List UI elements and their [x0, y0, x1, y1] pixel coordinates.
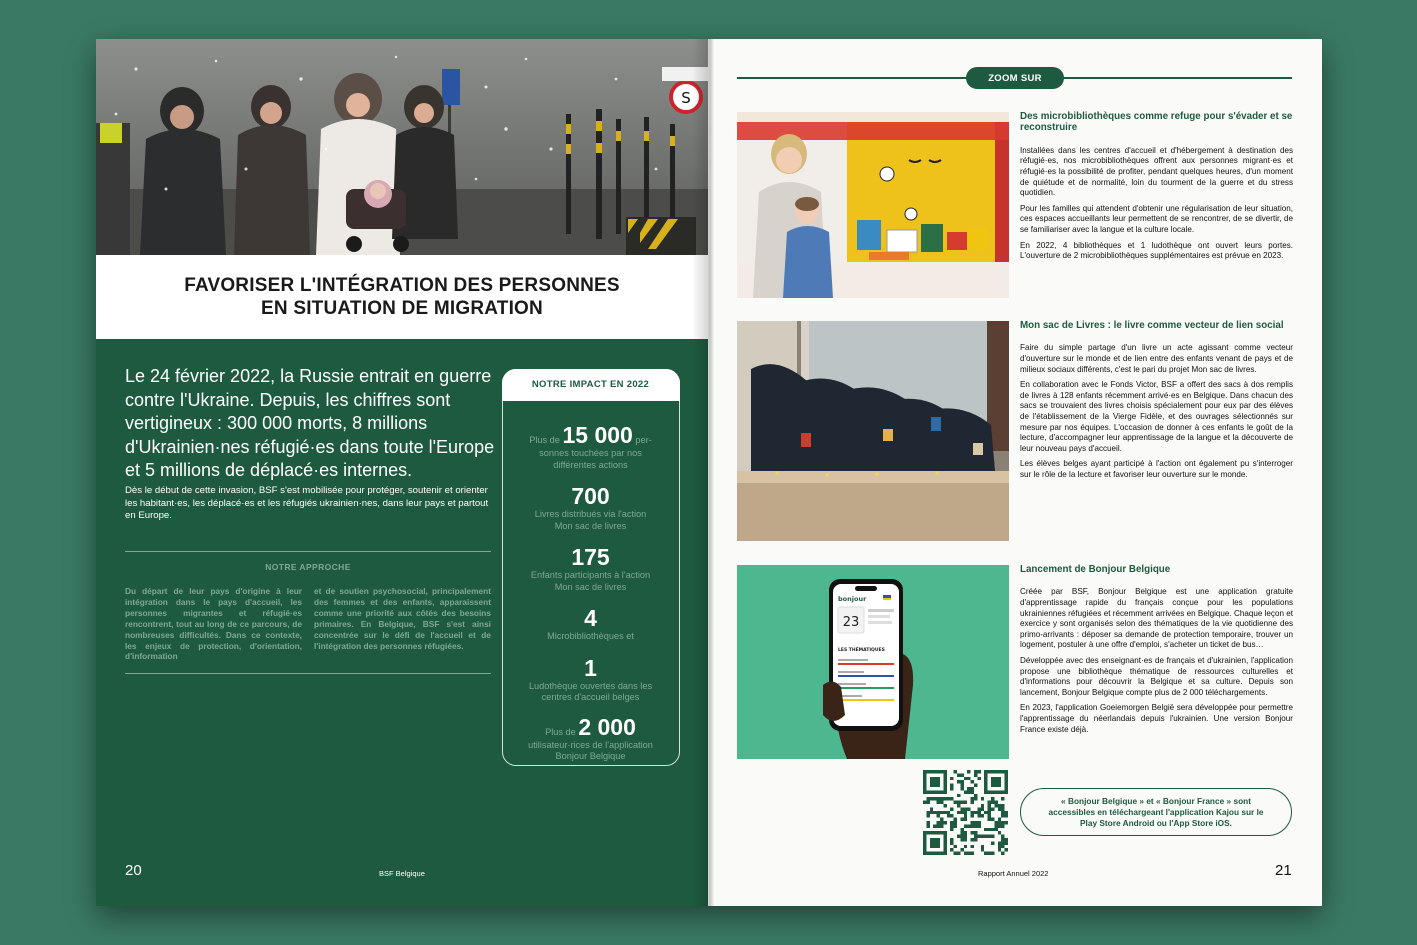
article-title: Lancement de Bonjour Belgique — [1020, 564, 1171, 575]
photo-microbibliotheque — [737, 112, 1009, 298]
report-spread — [96, 39, 1322, 906]
footer-left: BSF Belgique — [379, 869, 425, 878]
left-page — [96, 39, 708, 906]
stat-number: 2 000 — [578, 713, 636, 740]
stat-number: 700 — [571, 483, 610, 509]
photo-microbibliotheque-illustration — [737, 112, 1009, 298]
stat-label: sonnes touchées par nos différentes actions — [539, 448, 642, 470]
stat-number: 1 — [584, 654, 597, 681]
approach-column-1: Du départ de leur pays d'origine à leur intégration dans le pays d'accueil, les personnes migrantes et réfugié·es rencontrent, tout au long de ce parcours, de nombreuses difficultés. Dans ce contexte, les enjeux de protection, d'orientation, d'information — [125, 586, 302, 662]
impact-box — [502, 369, 680, 766]
stat-number: 175 — [571, 544, 610, 570]
article-paragraph: En 2022, 4 bibliothèques et 1 ludothèque ont ouvert leurs portes. L'ouverture de 2 microbibliothèques supplémentaires est prévue en 2023. — [1020, 240, 1293, 261]
impact-title: NOTRE IMPACT EN 2022 — [531, 379, 650, 390]
callout-text: « Bonjour Belgique » et « Bonjour France » sont accessibles en téléchargeant l'application Kajou sur le Play Store Android ou l'App Store iOS. — [1048, 795, 1264, 828]
phone-calendar-day: 23 — [842, 615, 860, 630]
hero-photo-illustration — [96, 39, 708, 255]
stat-label: Enfants participants à l'action Mon sac de livres — [530, 570, 651, 592]
article-title: Mon sac de Livres : le livre comme vecteur de lien social — [1020, 320, 1284, 331]
svg-text:S: S — [681, 89, 691, 107]
article-paragraph: Installées dans les centres d'accueil et d'hébergement à destination des réfugié·es, nos microbibliothèques offrent aux personnes migrant·es et réfugié·es la possibilité de profiter, pendant quelques heures, d'un moment de quiétude et de normalité, loin du tourment de la guerre et du stress quotidien. — [1020, 145, 1293, 198]
approach-top-rule — [125, 551, 491, 552]
kajou-qr-code[interactable] — [923, 770, 1008, 855]
article-paragraph: Pour les familles qui attendent d'obtenir une régularisation de leur situation, ces espaces accueillants leur permettent de se rencontrer, de se divertir, de se familiariser avec la langue et la culture locale. — [1020, 203, 1293, 234]
impact-stat — [503, 655, 678, 704]
impact-stat — [503, 422, 678, 471]
article-paragraph: En 2023, l'application Goeiemorgen België sera développée pour permettre l'apprentissage du néerlandais depuis l'ukrainien. Une version Bonjour France existe déjà. — [1020, 703, 1293, 734]
article-paragraph: En collaboration avec le Fonds Victor, BSF a offert des sacs à dos remplis de livres à 128 enfants récemment arrivé·es en Belgique. Dans chacun des sacs se trouvaient des livres choisis spécialement pour eux par des élèves de l'établissement de la Vierge Fidèle, et des ouvrages sélectionnés sur mesure par nos équipes. L'occasion de donner à ces enfants le goût de la lecture, d'accompagner leur apprentissage de la langue et la découverte de leur nouveau pays d'accueil. — [1020, 380, 1293, 453]
impact-stat — [503, 483, 678, 532]
impact-stats — [503, 422, 678, 763]
stat-number: 15 000 — [562, 422, 633, 448]
approach-title: NOTRE APPROCHE — [265, 562, 351, 572]
intro-lead: Le 24 février 2022, la Russie entrait en guerre contre l'Ukraine. Depuis, les chiffres sont vertigineux : 300 000 morts, 8 millions d'Ukrainien·nes réfugié·es dans toute l'Europe et 5 millions de déplacé·es internes. — [125, 366, 495, 480]
impact-header — [502, 369, 680, 401]
page-number-right: 21 — [1275, 862, 1292, 879]
zoom-sur-label: ZOOM SUR — [988, 72, 1042, 84]
phone-section-label: LES THÉMATIQUES — [838, 648, 885, 653]
kajou-callout — [1020, 788, 1292, 836]
stat-number: 4 — [584, 605, 597, 631]
article-paragraph: Les élèves belges ayant participé à l'action ont également pu s'interroger sur le rôle de la lecture et favoriser leur ouverture sur le monde. — [1020, 459, 1293, 479]
right-page — [708, 39, 1322, 906]
approach-bottom-rule — [125, 673, 491, 674]
impact-stat — [503, 605, 678, 643]
impact-stat — [503, 714, 678, 763]
article-paragraph: Faire du simple partage d'un livre un acte agissant comme vecteur d'ouverture sur le monde et de lien entre des enfants venant de pays et de milieux sociaux différents, c'est le pari du projet Mon sac de livres. — [1020, 343, 1293, 374]
article-title: Des microbibliothèques comme refuge pour s'évader et se reconstruire — [1020, 111, 1293, 134]
stat-suffix: per- — [635, 435, 652, 445]
article-bonjour-belgique — [1020, 564, 1293, 740]
stat-label: Microbibliothèques et — [547, 631, 634, 641]
stat-prefix: Plus de — [545, 726, 576, 737]
article-microbibliotheques — [1020, 111, 1293, 267]
article-paragraph: Développée avec des enseignant·es de français et d'ukrainien, l'application propose une bibliothèque thématique de ressources culturelles et d'informations pour découvrir la Belgique et sa culture. Depuis son lancement, Bonjour Belgique compte plus de 2 000 téléchargements. — [1020, 655, 1293, 697]
article-mon-sac-de-livres — [1020, 320, 1293, 486]
approach-column-2: et de soutien psychosocial, principalement des femmes et des enfants, apparaissent comme une priorité aux côtés des besoins primaires. En Belgique, BSF s'est ainsi concentrée sur le défi de l'accueil et de l'intégration des personnes réfugiées. — [314, 586, 491, 651]
photo-sacs-de-livres-illustration — [737, 321, 1009, 541]
approach-columns — [125, 586, 491, 662]
intro-body: Dès le début de cette invasion, BSF s'est mobilisée pour protéger, soutenir et orienter les habitant·es, les déplacé·es et les réfugiés ukrainien·nes, dans leur pays et partout en Europe. — [125, 485, 489, 522]
impact-stat — [503, 544, 678, 593]
stat-label: Ludothèque ouvertes dans les centres d'accueil belges — [528, 680, 653, 702]
page-title-band — [96, 255, 708, 339]
photo-bonjour-belgique-app — [737, 565, 1009, 759]
hero-photo-refugees-snow — [96, 39, 708, 255]
zoom-sur-badge — [966, 67, 1064, 89]
page-number-left: 20 — [125, 862, 142, 879]
page-title-line-2: EN SITUATION DE MIGRATION — [261, 298, 543, 319]
page-title-line-1: FAVORISER L'INTÉGRATION DES PERSONNES — [184, 275, 620, 296]
article-paragraph: Créée par BSF, Bonjour Belgique est une application gratuite d'apprentissage rapide du français conçue pour les populations ukrainiennes réfugiées et récemment arrivées en Belgique. Chaque leçon et exercice y sont organisés selon des thématiques de la vie quotidienne des primo-arrivants : déposer sa demande de protection temporaire, trouver un logement, postuler à une offre d'emploi, s'acheter un ticket de bus… — [1020, 587, 1293, 650]
stat-label: utilisateur·rices de l'application Bonjour Belgique — [528, 739, 653, 761]
stat-label: Livres distribués via l'action Mon sac de livres — [534, 509, 647, 531]
footer-right: Rapport Annuel 2022 — [978, 869, 1049, 878]
phone-logo: bonjour — [838, 595, 867, 603]
photo-sacs-de-livres — [737, 321, 1009, 541]
stat-prefix: Plus de — [529, 435, 560, 445]
phone-mockup — [737, 565, 1009, 759]
